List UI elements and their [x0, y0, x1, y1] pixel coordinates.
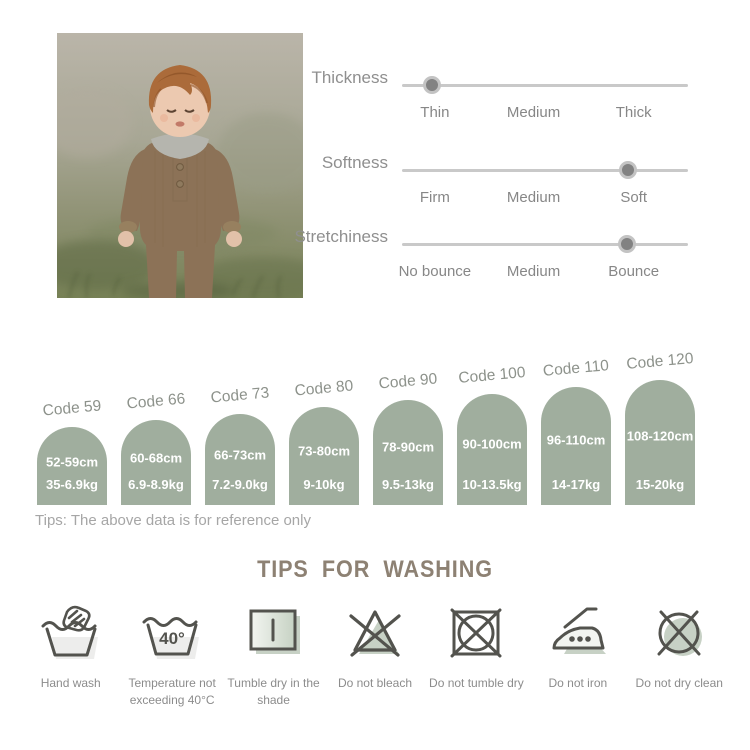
softness-label: Softness	[321, 153, 388, 172]
wash-label: Temperature not exceeding 40°C	[128, 676, 216, 707]
size-arch	[457, 394, 527, 505]
thickness-scale	[402, 104, 688, 124]
size-code: Code 59	[42, 397, 102, 420]
size-chart	[37, 345, 695, 505]
svg-text:40°: 40°	[159, 629, 185, 648]
wash-item-wash-40	[121, 600, 222, 709]
stretchiness-knob[interactable]	[618, 235, 636, 253]
wash-label: Do not dry clean	[635, 676, 723, 690]
size-height: 108-120cm	[626, 428, 694, 444]
size-arch	[121, 420, 191, 505]
size-arch	[625, 380, 695, 505]
wash-label: Do not bleach	[337, 676, 412, 690]
wash-item-do-not-iron	[527, 600, 628, 709]
slider-stretchiness	[240, 227, 690, 287]
size-code: Code 110	[542, 357, 610, 380]
softness-knob[interactable]	[619, 161, 637, 179]
size-chart-note: Tips: The above data is for reference only	[35, 512, 311, 529]
size-weight: 9.5-13kg	[381, 477, 435, 492]
size-arch	[373, 400, 443, 505]
wash-40-degree-icon	[140, 600, 204, 664]
scale-no-bounce: No bounce	[398, 263, 472, 280]
stretchiness-label: Stretchiness	[294, 227, 388, 246]
size-weight: 9-10kg	[303, 477, 345, 492]
scale-medium: Medium	[506, 189, 561, 206]
size-height: 66-73cm	[213, 447, 267, 463]
do-not-bleach-icon	[343, 600, 407, 664]
size-code: Code 90	[378, 370, 438, 393]
softness-track[interactable]	[402, 169, 688, 172]
size-weight: 6.9-8.9kg	[128, 477, 184, 492]
size-code: Code 73	[210, 384, 270, 407]
do-not-tumble-dry-icon	[444, 600, 508, 664]
size-col-110	[541, 345, 611, 505]
scale-medium: Medium	[506, 104, 561, 121]
size-arch	[289, 407, 359, 505]
hand-wash-icon	[39, 600, 103, 664]
wash-label: Do not tumble dry	[429, 676, 524, 690]
thickness-knob[interactable]	[423, 76, 441, 94]
size-arch	[205, 414, 275, 505]
wash-item-do-not-dry-clean	[629, 600, 730, 709]
washing-title: TIPS FOR WASHING	[257, 556, 493, 583]
softness-scale	[402, 189, 688, 209]
size-col-100	[457, 345, 527, 505]
size-col-73	[205, 345, 275, 505]
do-not-iron-icon	[546, 600, 610, 664]
size-code: Code 120	[625, 350, 695, 373]
size-height: 60-68cm	[129, 450, 183, 466]
thickness-label: Thickness	[311, 68, 388, 87]
size-weight: 10-13.5kg	[462, 477, 522, 492]
size-col-80	[289, 345, 359, 505]
scale-firm: Firm	[419, 189, 450, 206]
wash-label: Hand wash	[40, 676, 101, 690]
size-col-90	[373, 345, 443, 505]
size-code: Code 80	[294, 377, 354, 400]
size-arch	[37, 427, 107, 505]
size-code: Code 100	[457, 364, 527, 387]
wash-item-do-not-bleach	[324, 600, 425, 709]
stretchiness-scale	[398, 263, 688, 283]
size-weight: 7.2-9.0kg	[212, 477, 268, 492]
size-height: 90-100cm	[462, 436, 522, 452]
size-arch	[541, 387, 611, 505]
wash-item-do-not-tumble-dry	[426, 600, 527, 709]
size-weight: 35-6.9kg	[45, 477, 99, 492]
size-height: 96-110cm	[546, 432, 606, 448]
size-code: Code 66	[126, 390, 186, 413]
size-weight: 14-17kg	[551, 477, 601, 492]
wash-label: Do not iron	[548, 676, 608, 690]
scale-medium: Medium	[506, 263, 561, 280]
wash-item-hand-wash	[20, 600, 121, 709]
slider-softness	[240, 153, 690, 213]
thickness-track[interactable]	[402, 84, 688, 87]
wash-label: Tumble dry in the shade	[227, 676, 320, 707]
size-col-59	[37, 345, 107, 505]
scale-bounce: Bounce	[608, 263, 660, 280]
size-weight: 15-20kg	[635, 477, 685, 492]
do-not-dry-clean-icon	[647, 600, 711, 664]
wash-item-dry-in-shade	[223, 600, 324, 709]
washing-icons-row	[20, 600, 730, 709]
size-col-120	[625, 345, 695, 505]
dry-in-shade-icon	[242, 600, 306, 664]
size-col-66	[121, 345, 191, 505]
slider-thickness	[240, 68, 690, 128]
scale-thin: Thin	[420, 104, 450, 121]
scale-soft: Soft	[620, 189, 647, 206]
size-height: 52-59cm	[45, 454, 99, 470]
size-height: 73-80cm	[297, 443, 351, 459]
size-height: 78-90cm	[381, 439, 435, 455]
stretchiness-track[interactable]	[402, 243, 688, 246]
scale-thick: Thick	[615, 104, 652, 121]
